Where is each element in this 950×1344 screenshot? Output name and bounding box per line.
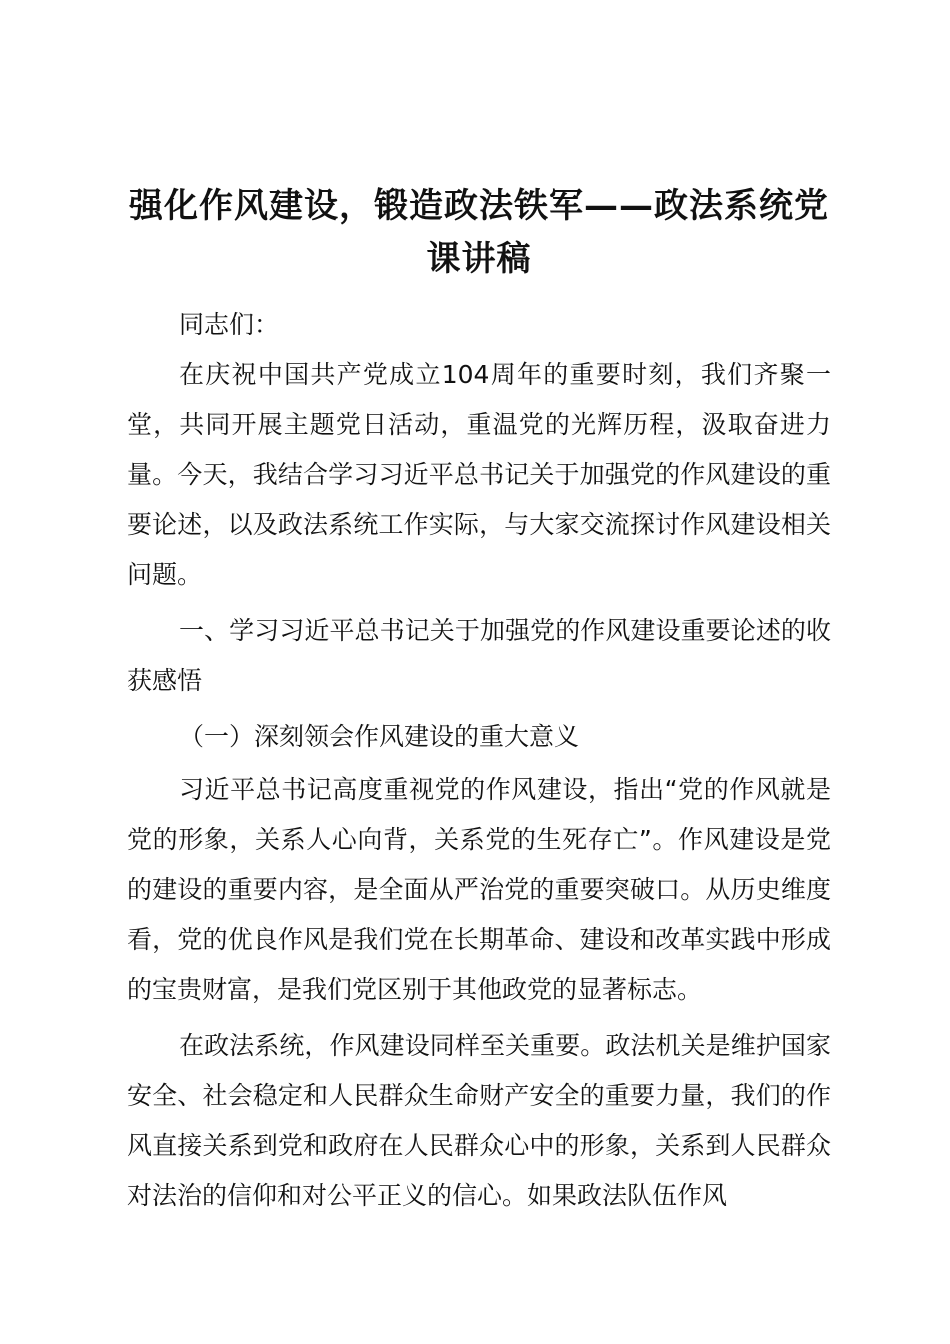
body-paragraph-2: 在政法系统，作风建设同样至关重要。政法机关是维护国家安全、社会稳定和人民群众生命财产安全的重要力量，我们的作风直接关系到党和政府在人民群众心中的形象，关系到人民群众对法治的信仰和对公平正义的信心。如果政法队伍作风: [127, 1031, 831, 1210]
section-1-heading: 一、学习习近平总书记关于加强党的作风建设重要论述的收获感悟: [127, 616, 831, 695]
body-paragraph-1: 习近平总书记高度重视党的作风建设，指出“党的作风就是党的形象，关系人心向背，关系党的生死存亡”。作风建设是党的建设的重要内容，是全面从严治党的重要突破口。从历史维度看，党的优良作风是我们党在长期革命、建设和改革实践中形成的宝贵财富，是我们党区别于其他政党的显著标志。: [127, 775, 831, 1004]
document-title: 强化作风建设，锻造政法铁军——政法系统党课讲稿: [129, 186, 829, 279]
document-body: [127, 180, 831, 1221]
salutation: 同志们：: [179, 310, 280, 339]
intro-paragraph: 在庆祝中国共产党成立104周年的重要时刻，我们齐聚一堂，共同开展主题党日活动，重温党的光辉历程，汲取奋进力量。今天，我结合学习习近平总书记关于加强党的作风建设的重要论述，以及政法系统工作实际，与大家交流探讨作风建设相关问题。: [127, 360, 831, 589]
subsection-1-heading: （一）深刻领会作风建设的重大意义: [179, 722, 580, 751]
